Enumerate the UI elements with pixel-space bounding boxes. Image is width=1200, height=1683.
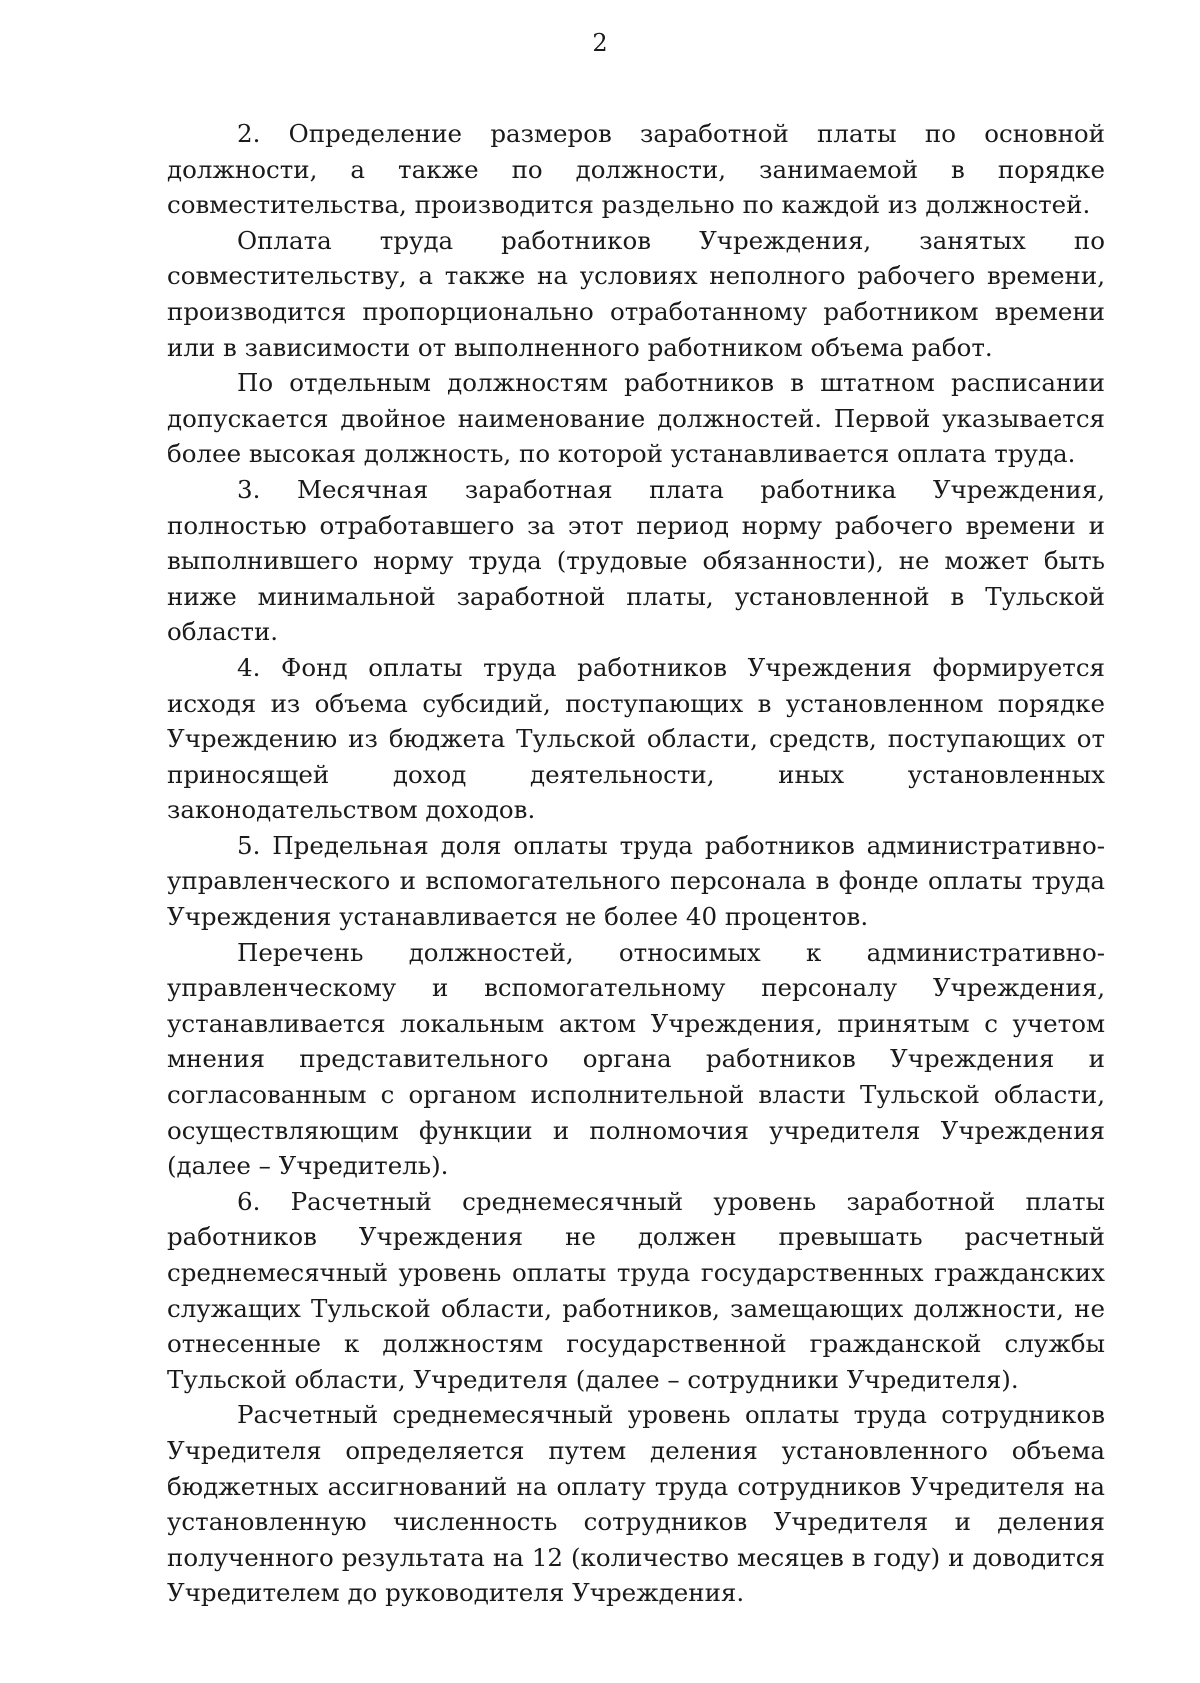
paragraph-item-3: 3. Месячная заработная плата работника Учреждения, полностью отработавшего за этот период норму рабочего времени и выполнившего норму труда (трудовые обязанности), не может быть ниже минимальной заработной платы, установленной в Тульской области. (167, 474, 1105, 647)
paragraph-item-6: 6. Расчетный среднемесячный уровень заработной платы работников Учреждения не должен превышать расчетный среднемесячный уровень оплаты труда государственных гражданских служащих Тульской области, работников, замещающих должности, не отнесенные к должностям государственной гражданской службы Тульской области, Учредителя (далее – сотрудники Учредителя). (167, 1186, 1105, 1394)
document-body (167, 116, 1105, 1611)
paragraph-average-level: Расчетный среднемесячный уровень оплаты труда сотрудников Учредителя определяется путем деления установленного объема бюджетных ассигнований на оплату труда сотрудников Учредителя на установленную численность сотрудников Учредителя и деления полученного результата на 12 (количество месяцев в году) и доводится Учредителем до руководителя Учреждения. (167, 1400, 1105, 1608)
paragraph-double-title: По отдельным должностям работников в штатном расписании допускается двойное наименование должностей. Первой указывается более высокая должность, по которой устанавливается оплата труда. (167, 368, 1105, 469)
paragraph-item-2: 2. Определение размеров заработной платы по основной должности, а также по должности, занимаемой в порядке совместительства, производится раздельно по каждой из должностей. (167, 119, 1105, 220)
paragraph-item-5: 5. Предельная доля оплаты труда работников административно-управленческого и вспомогательного персонала в фонде оплаты труда Учреждения устанавливается не более 40 процентов. (167, 830, 1105, 932)
page-number: 2 (592, 29, 608, 57)
paragraph-staff-list: Перечень должностей, относимых к административно-управленческому и вспомогательному персоналу Учреждения, устанавливается локальным актом Учреждения, принятым с учетом мнения представительного органа работников Учреждения и согласованным с органом исполнительной власти Тульской области, осуществляющим функции и полномочия учредителя Учреждения (далее – Учредитель). (167, 937, 1105, 1181)
paragraph-part-time-pay: Оплата труда работников Учреждения, занятых по совместительству, а также на условиях неполного рабочего времени, производится пропорционально отработанному работником времени или в зависимости от выполненного работником объема работ. (167, 225, 1105, 362)
paragraph-item-4: 4. Фонд оплаты труда работников Учреждения формируется исходя из объема субсидий, поступающих в установленном порядке Учреждению из бюджета Тульской области, средств, поступающих от приносящей доход деятельности, иных установленных законодательством доходов. (167, 652, 1105, 825)
